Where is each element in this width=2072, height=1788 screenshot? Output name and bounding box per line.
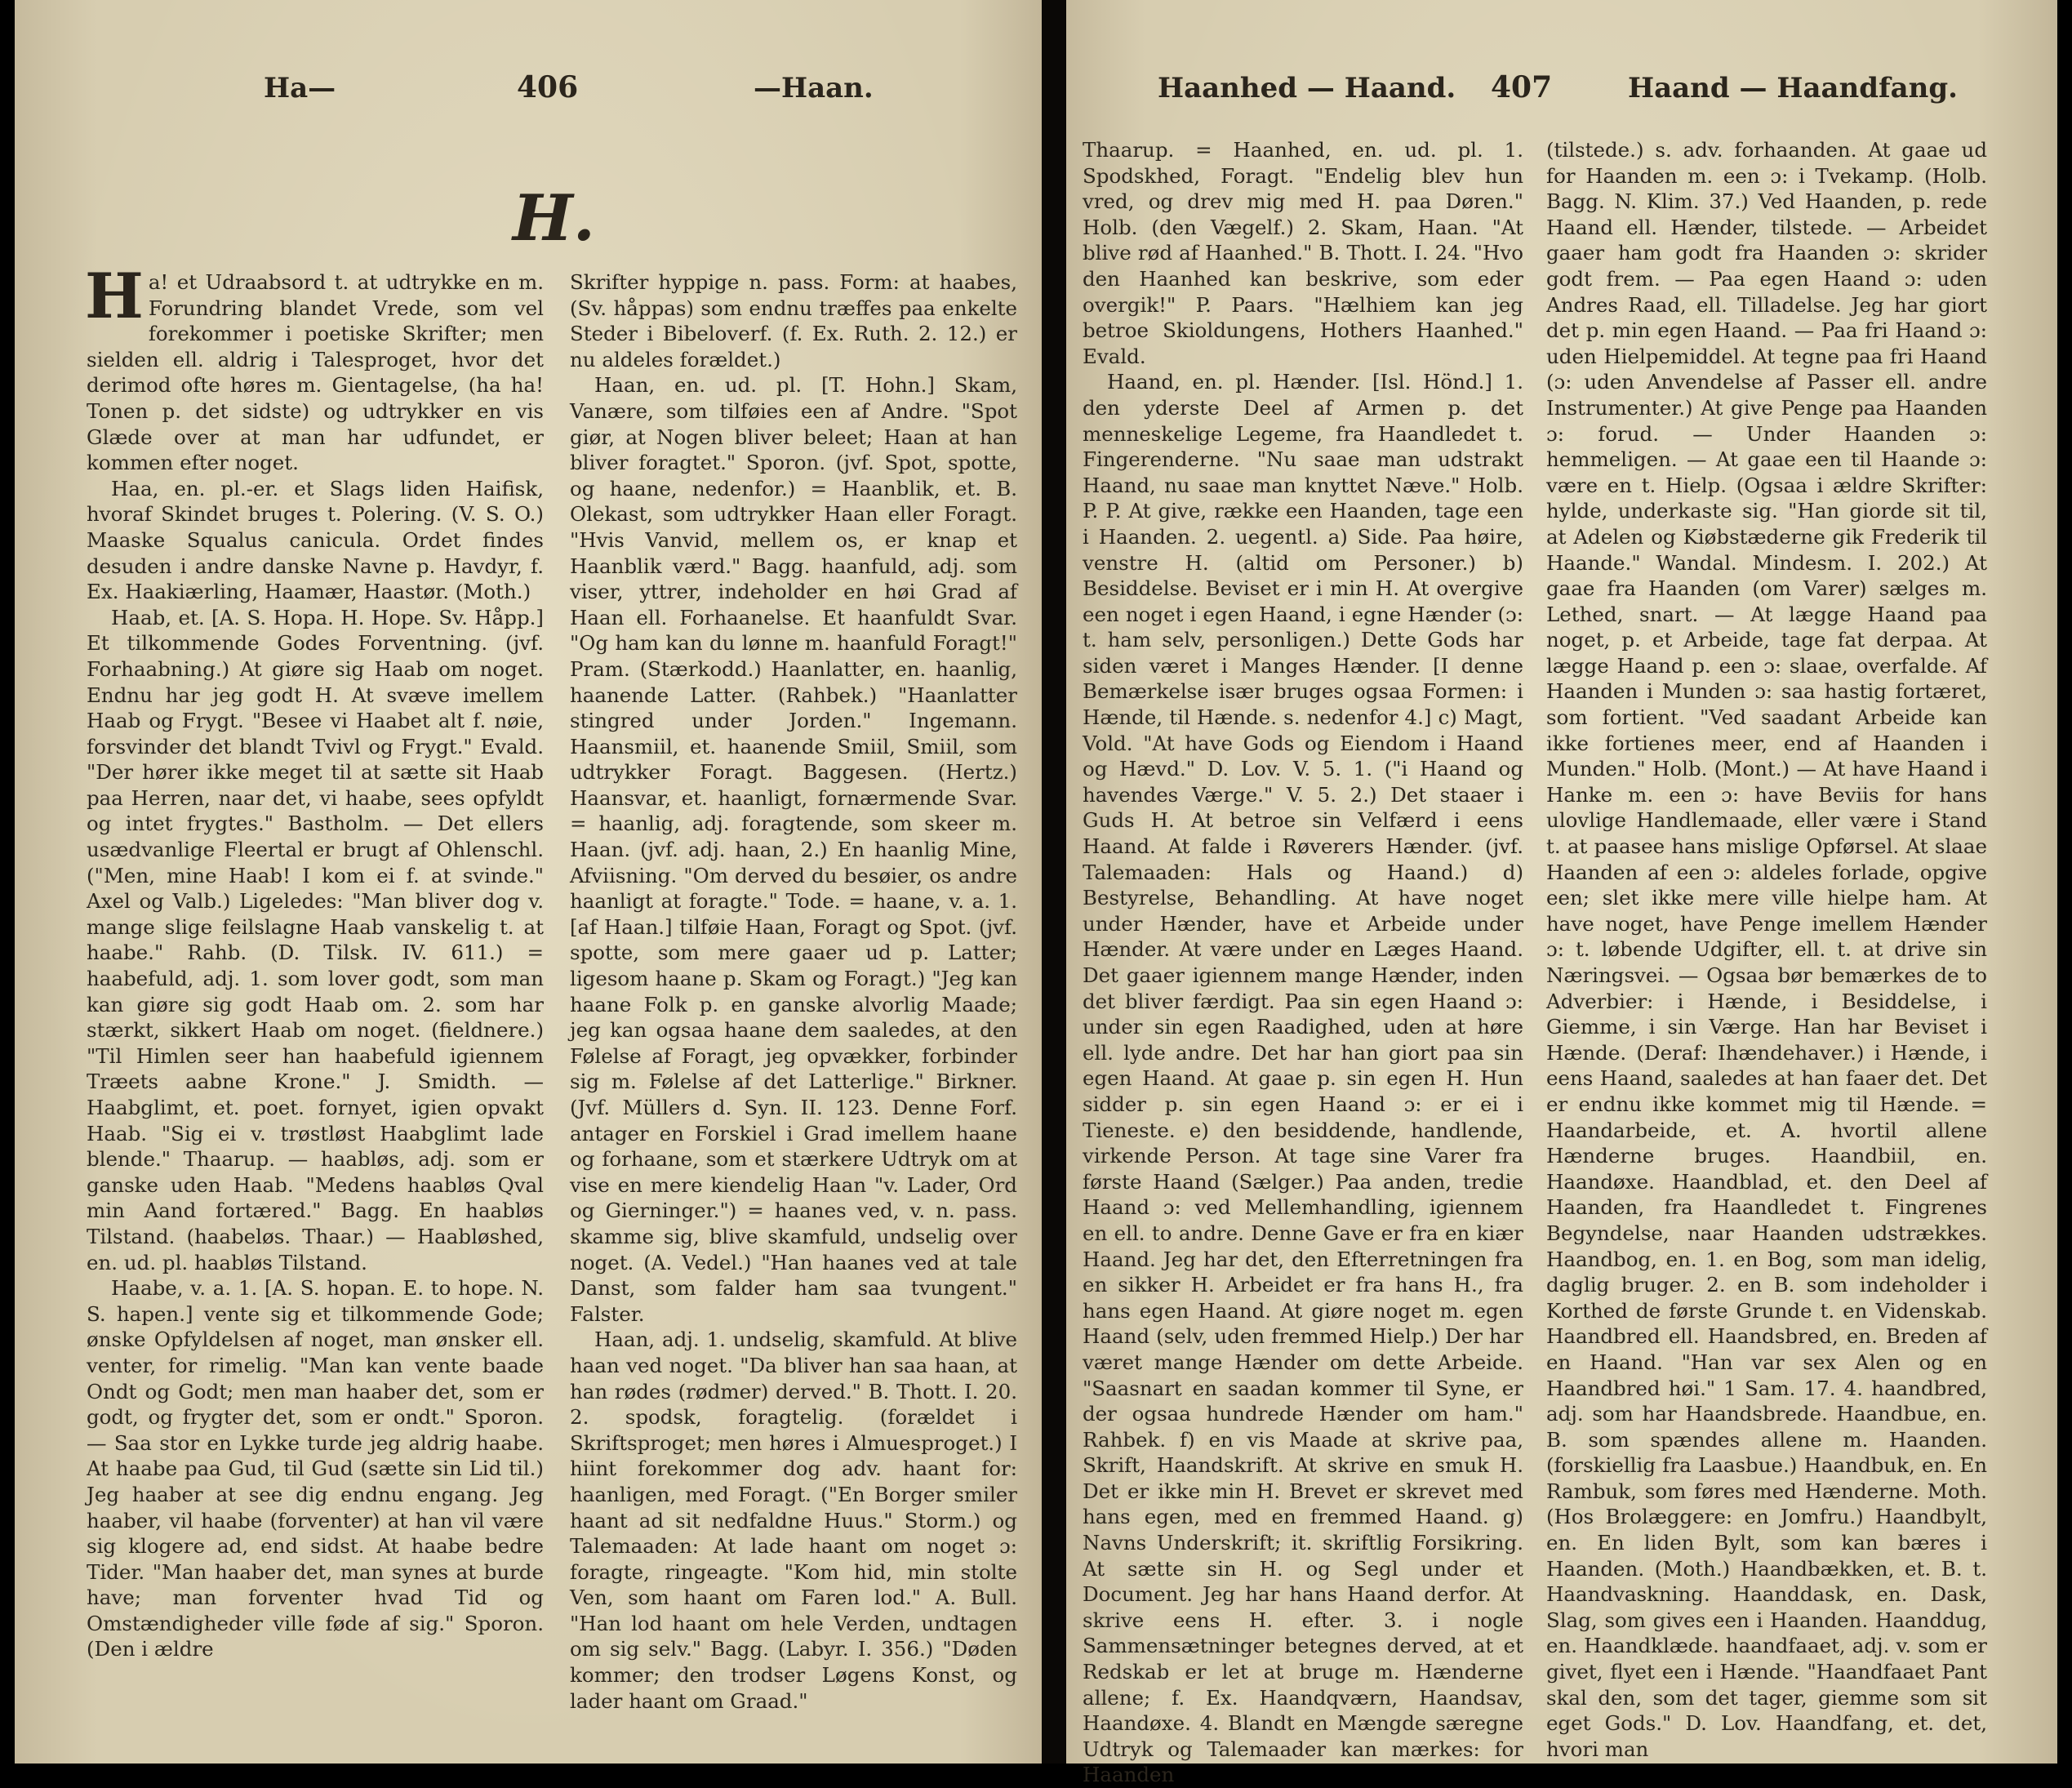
drop-cap-h: H bbox=[85, 260, 144, 332]
left-page-number: 406 bbox=[517, 70, 579, 105]
section-letter: H. bbox=[513, 181, 595, 256]
right-column-1 bbox=[1083, 137, 1523, 1788]
entry-haan-noun: Haan, en. ud. pl. [T. Hohn.] Skam, Vanære, som tilføies een af Andre. "Spot giør, at Nogen bliver beleet; Haan at han bliver foragtet." Sporon. (jvf. Spot, spotte, og haane, nedenfor.) = Haanblik, et. B. Olekast, som udtrykker Haan eller Foragt. "Hvis Vanvid, mellem os, er knap et Haanblik værd." Bagg. haanfuld, adj. som viser, yttrer, indeholder en høi Grad af Haan ell. Forhaanelse. Et haanfuldt Svar. "Og ham kan du lønne m. haanfuld Foragt!" Pram. (Stærkodd.) Haanlatter, en. haanlig, haanende Latter. (Rahbek.) "Haanlatter stingred under Jorden." Ingemann. Haansmiil, et. haanende Smiil, Smiil, som udtrykker Foragt. Baggesen. (Hertz.) Haansvar, et. haanligt, fornærmende Svar. = haanlig, adj. foragtende, som skeer m. Haan. (jvf. adj. haan, 2.) En haanlig Mine, Afviisning. "Om derved du besøier, os andre haanligt at foragte." Tode. = haane, v. a. 1. [af Haan.] tilføie Haan, Foragt og Spot. (jvf. spotte, som mere gaaer ud p. Latter; ligesom haane p. Skam og Foragt.) "Jeg kan haane Folk p. en ganske alvorlig Maade; jeg kan ogsaa haane dem saaledes, at den Følelse af Foragt, jeg opvækker, forbinder sig m. Følelse af det Latterlige." Birkner. (Jvf. Müllers d. Syn. II. 123. Denne Forf. antager en Forskiel i Grad imellem haane og forhaane, som et stærkere Udtryk om at vise en mere kiendelig Haan "v. Lader, Ord og Gierninger.") = haanes ved, v. n. pass. skamme sig, blive skamfuld, undselig over noget. (A. Vedel.) "Han haanes ved at tale Danst, som falder ham saa tvungent." Falster. bbox=[570, 373, 1017, 1326]
entry-haan-adj: Haan, adj. 1. undselig, skamfuld. At blive haan ved noget. "Da bliver han saa haan, at han rødes (rødmer) derved." B. Thott. I. 20. 2. spodsk, foragtelig. (forældet i Skriftsproget; men høres i Almuesproget.) I hiint forekommer dog adv. haant for: haanligen, med Foragt. ("En Borger smiler haant ad sit nedfaldne Huus." Storm.) og Talemaaden: At lade haant om noget ɔ: foragte, ringeagte. "Kom hid, min stolte Ven, som haant om Faren lod." A. Bull. "Han lod haant om hele Verden, undtagen om sig selv." Bagg. (Labyr. I. 356.) "Døden kommer; den trodser Løgens Konst, og lader haant om Graad." bbox=[570, 1328, 1017, 1713]
left-header-right: —Haan. bbox=[754, 72, 874, 105]
book-gutter bbox=[1042, 0, 1066, 1764]
entry-haab: Haab, et. [A. S. Hopa. H. Hope. Sv. Håpp.] Et tilkommende Godes Forventning. (jvf. Forhaabning.) At giøre sig Haab om noget. Endnu har jeg godt H. At svæve imellem Haab og Frygt. "Besee vi Haabet alt f. nøie, forsvinder det blandt Tvivl og Frygt." Evald. "Der hører ikke meget til at sætte sit Haab paa Herren, naar det, vi haabe, sees opfyldt og intet frygtes." Bastholm. — Det ellers usædvanlige Fleertal er brugt af Ohlenschl. ("Men, mine Haab! I kom ei f. at svinde." Axel og Valb.) Ligeledes: "Man bliver dog v. mange slige feilslagne Haab vanskelig t. at haabe." Rahb. (D. Tilsk. IV. 611.) = haabefuld, adj. 1. som lover godt, som man kan giøre sig godt Haab om. 2. som har stærkt, sikkert Haab om noget. (fieldnere.) "Til Himlen seer han haabefuld igiennem Træets aabne Krone." J. Smidth. — Haabglimt, et. poet. fornyet, igien opvakt Haab. "Sig ei v. trøstløst Haabglimt lade blende." Thaarup. — haabløs, adj. som er ganske uden Haab. "Medens haabløs Qval min Aand fortæred." Bagg. En haabløs Tilstand. (haabeløs. Thaar.) — Haabløshed, en. ud. pl. haabløs Tilstand. bbox=[87, 605, 544, 1274]
right-header-left: Haanhed — Haand. bbox=[1158, 72, 1456, 105]
right-column-2 bbox=[1546, 137, 1987, 1762]
entry-haand: Haand, en. pl. Hænder. [Isl. Hönd.] 1. den yderste Deel af Armen p. det menneskelige Legeme, fra Haandledet t. Fingerenderne. "Nu saae man udstrakt Haand, nu saae man knyttet Næve." Holb. P. P. At give, række een Haanden, tage een i Haanden. 2. uegentl. a) Side. Paa høire, venstre H. (altid om Personer.) b) Besiddelse. Beviset er i min H. At overgive een noget i egen Haand, i egne Hænder (ɔ: t. ham selv, personligen.) Dette Gods har siden været i Manges Hænder. [I denne Bemærkelse især bruges ogsaa Formen: i Hænde, til Hænde. s. nedenfor 4.] c) Magt, Vold. "At have Gods og Eiendom i Haand og Hævd." D. Lov. V. 5. 1. ("i Haand og havendes Værge." V. 5. 2.) Det staaer i Guds H. At betroe sin Velfærd i eens Haand. At falde i Røverers Hænder. (jvf. Talemaaden: Hals og Haand.) d) Bestyrelse, Behandling. At have noget under Hænder, have et Arbeide under Hænder. At være under en Læges Haand. Det gaaer igiennem mange Hænder, inden det bliver færdigt. Paa sin egen Haand ɔ: under sin egen Raadighed, uden at høre ell. lyde andre. Det har han giort paa sin egen Haand. At gaae p. sin egen H. Hun sidder p. sin egen Haand ɔ: er ei i Tieneste. e) den besiddende, handlende, virkende Person. At tage sine Varer fra første Haand (Sælger.) Paa anden, tredie Haand ɔ: ved Mellemhandling, igiennem en ell. to andre. Denne Gave er fra en kiær Haand. Jeg har det, den Efterretningen fra en sikker H. Arbeidet er fra hans H., fra hans egen Haand. At giøre noget m. egen Haand (selv, uden fremmed Hielp.) Der har været mange Hænder om dette Arbeide. "Saasnart en saadan kommer til Syne, er der ogsaa hundrede Hænder om ham." Rahbek. f) en vis Maade at skrive paa, Skrift, Haandskrift. At skrive en smuk H. Det er ikke min H. Brevet er skrevet med hans egen, med en fremmed Haand. g) Navns Underskrift; it. skriftlig Forsikring. At sætte sin H. og Segl under et Document. Jeg har hans Haand derfor. At skrive eens H. efter. 3. i nogle Sammensætninger betegnes derved, at et Redskab er let at bruge m. Hænderne allene; f. Ex. Haandqværn, Haandsav, Haandøxe. 4. Blandt en Mængde særegne Udtryk og Talemaader kan mærkes: for Haanden bbox=[1083, 370, 1523, 1787]
left-page bbox=[15, 0, 1042, 1764]
entry-haanhed: Thaarup. = Haanhed, en. ud. pl. 1. Spodskhed, Foragt. "Endelig blev hun vred, og drev mig med H. paa Døren." Holb. (den Vægelf.) 2. Skam, Haan. "At blive rød af Haanhed." B. Thott. I. 24. "Hvo den Haanhed kan beskrive, som eder overgik!" P. Paars. "Hælhiem kan jeg betroe Skioldungens, Hothers Haanhed." Evald. bbox=[1083, 138, 1523, 368]
left-column-1 bbox=[85, 260, 544, 1662]
entry-ha bbox=[85, 260, 544, 476]
left-column-2 bbox=[570, 269, 1017, 1714]
right-header-right: Haand — Haandfang. bbox=[1628, 72, 1959, 105]
right-page bbox=[1066, 0, 2057, 1787]
entry-haabe: Haabe, v. a. 1. [A. S. hopan. E. to hope. N. S. hapen.] vente sig et tilkommende Gode; ønske Opfyldelsen af noget, man ønsker ell. venter, for rimelig. "Man kan vente baade Ondt og Godt; men man haaber det, som er godt, og frygter det, som er ondt." Sporon. — Saa stor en Lykke turde jeg aldrig haabe. At haabe paa Gud, til Gud (sætte sin Lid til.) Jeg haaber at see dig endnu engang. Jeg haaber, vil haabe (forventer) at han vil være sig klogere ad, end sidst. At haabe bedre Tider. "Man haaber det, man synes at burde have; man forventer hvad Tid og Omstændigheder ville føde af sig." Sporon. (Den i ældre bbox=[87, 1276, 544, 1661]
left-header-left: Ha— bbox=[264, 72, 336, 105]
entry-continuation: Skrifter hyppige n. pass. Form: at haabes, (Sv. håppas) som endnu træffes paa enkelte Steder i Bibeloverf. (f. Ex. Ruth. 2. 12.) er nu aldeles forældet.) bbox=[570, 270, 1017, 371]
right-page-number: 407 bbox=[1491, 70, 1553, 105]
entry-haand-continued: (tilstede.) s. adv. forhaanden. At gaae ud for Haanden m. een ɔ: i Tvekamp. (Holb. Bagg. N. Klim. 37.) Ved Haanden, p. rede Haand ell. Hænder, tilstede. — Arbeidet gaaer ham godt fra Haanden ɔ: skrider godt frem. — Paa egen Haand ɔ: uden Andres Raad, ell. Tilladelse. Jeg har giort det p. min egen Haand. — Paa fri Haand ɔ: uden Hielpemiddel. At tegne paa fri Haand (ɔ: uden Anvendelse af Passer ell. andre Instrumenter.) At give Penge paa Haanden ɔ: forud. — Under Haanden ɔ: hemmeligen. — At gaae een til Haande ɔ: være en t. Hielp. (Ogsaa i ældre Skrifter: hylde, underkaste sig. "Han giorde sit til, at Adelen og Kiøbstæderne gik Frederik til Haande." Wandal. Mindesm. I. 202.) At gaae fra Haanden (om Varer) sælges m. Lethed, snart. — At lægge Haand paa noget, p. et Arbeide, tage fat derpaa. At lægge Haand p. een ɔ: slaae, overfalde. Af Haanden i Munden ɔ: saa hastig fortæret, som fortient. "Ved saadant Arbeide kan ikke fortienes meer, end af Haanden i Munden." Holb. (Mont.) — At have Haand i Hanke m. een ɔ: have Beviis for hans ulovlige Handlemaade, eller være i Stand t. at paasee hans mislige Opførsel. At slaae Haanden af een ɔ: aldeles forlade, opgive een; slet ikke mere ville hielpe ham. At have noget, have Penge imellem Hænder ɔ: t. løbende Udgifter, ell. t. at drive sin Næringsvei. — Ogsaa bør bemærkes de to Adverbier: i Hænde, i Besiddelse, i Giemme, i sin Værge. Han har Beviset i Hænde. (Deraf: Ihændehaver.) i Hænde, i eens Haand, saaledes at han faaer det. Det er endnu ikke kommet mig til Hænde. = Haandarbeide, et. A. hvortil allene Hænderne bruges. Haandbiil, en. Haandøxe. Haandblad, et. den Deel af Haanden, fra Haandledet t. Fingrenes Begyndelse, naar Haanden udstrækkes. Haandbog, en. 1. en Bog, som man idelig, daglig bruger. 2. en B. som indeholder i Korthed de første Grunde t. en Videnskab. Haandbred ell. Haandsbred, en. Breden af en Haand. "Han var sex Alen og en Haandbred høi." 1 Sam. 17. 4. haandbred, adj. som har Haandsbrede. Haandbue, en. B. som spændes allene m. Haanden. (forskiellig fra Laasbue.) Haandbuk, en. En Rambuk, som føres med Hænderne. Moth. (Hos Brolæggere: en Jomfru.) Haandbylt, en. En liden Bylt, som kan bæres i Haanden. (Moth.) Haandbækken, et. B. t. Haandvaskning. Haanddask, en. Dask, Slag, som gives een i Haanden. Haanddug, en. Haandklæde. haandfaaet, adj. v. som er givet, flyet een i Hænde. "Haandfaaet Pant skal den, som det tager, giemme som sit eget Gods." D. Lov. Haandfang, et. det, hvori man bbox=[1546, 138, 1987, 1761]
entry-ha-text: a! et Udraabsord t. at udtrykke en m. Forundring blandet Vrede, som vel forekommer i poetiske Skrifter; men sielden ell. aldrig i Talesproget, hvor det derimod ofte høres m. Gientagelse, (ha ha! Tonen p. det sidste) og udtrykker en vis Glæde over at man har udfundet, er kommen efter noget. bbox=[87, 270, 544, 475]
entry-haa: Haa, en. pl.-er. et Slags liden Haifisk, hvoraf Skindet bruges t. Polering. (V. S. O.) Maaske Squalus canicula. Ordet findes desuden i andre danske Navne p. Havdyr, f. Ex. Haakiærling, Haamær, Haastør. (Moth.) bbox=[87, 476, 544, 604]
